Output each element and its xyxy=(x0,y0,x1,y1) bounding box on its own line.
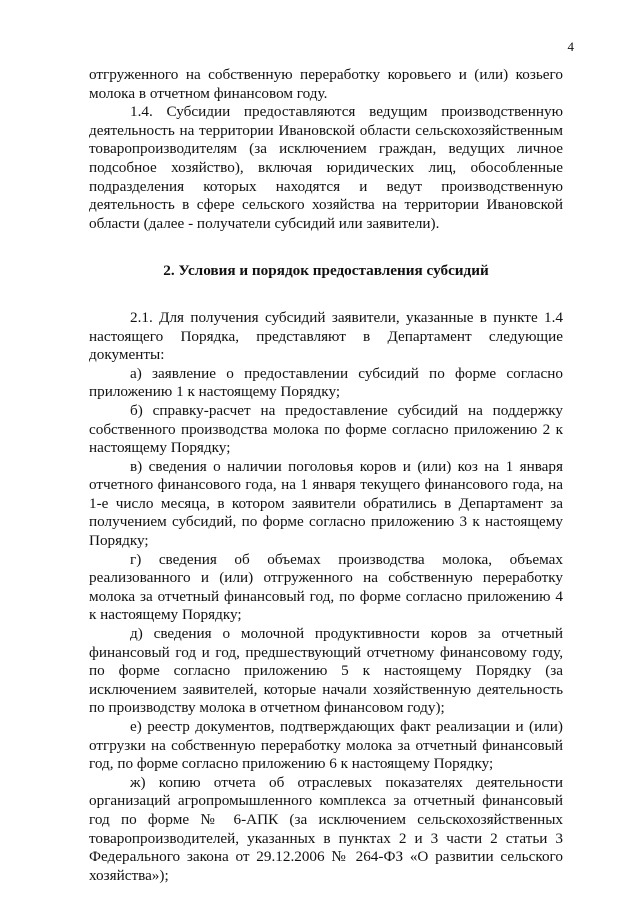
paragraph-2-1: 2.1. Для получения субсидий заявители, указанные в пункте 1.4 настоящего Порядка, представляют в Департамент следующие документы: xyxy=(89,308,563,364)
list-item-b: б) справку-расчет на предоставление субсидий на поддержку собственного производства молока по форме согласно приложению 2 к настоящему Порядку; xyxy=(89,401,563,457)
paragraph-1-4: 1.4. Субсидии предоставляются ведущим производственную деятельность на территории Ивановской области сельскохозяйственным товаропроизводителям (за исключением граждан, ведущих личное подсобное хозяйство), включая юридических лиц, обособленные подразделения которых находятся и ведут производственную деятельность в сфере сельского хозяйства на территории Ивановской области (далее - получатели субсидий или заявители). xyxy=(89,103,563,232)
document-body xyxy=(89,66,563,885)
section-heading: 2. Условия и порядок предоставления субсидий xyxy=(163,262,489,280)
list-item-d: д) сведения о молочной продуктивности коров за отчетный финансовый год и год, предшествующий отчетному финансовому году, по форме согласно приложению 5 к настоящему Порядку (за исключением заявителей, которые начали хозяйственную деятельность по производству молока в отчетном финансовом году); xyxy=(89,625,563,717)
list-item-g: г) сведения об объемах производства молока, объемах реализованного и (или) отгруженного на собственную переработку молока за отчетный финансовый год, по форме согласно приложению 4 к настоящему Порядку; xyxy=(89,550,563,624)
page-number: 4 xyxy=(567,39,574,54)
list-item-zh: ж) копию отчета об отраслевых показателях деятельности организаций агропромышленного комплекса за отчетный финансовый год по форме № 6-АПК (за исключением сельскохозяйственных товаропроизводителей, указанных в пунктах 2 и 3 части 2 статьи 3 Федерального закона от 29.12.2006 № 264-ФЗ «О развитии сельского хозяйства»); xyxy=(89,773,563,884)
list-item-v: в) сведения о наличии поголовья коров и (или) коз на 1 января отчетного финансового года, на 1 января текущего финансового года, на 1-е число месяца, в котором заявители обратились в Департамент за получением субсидий, по форме согласно приложению 3 к настоящему Порядку; xyxy=(89,457,563,550)
list-item-e: е) реестр документов, подтверждающих факт реализации и (или) отгрузки на собственную переработку молока за отчетный финансовый год, по форме согласно приложению 6 к настоящему Порядку; xyxy=(89,718,563,773)
list-item-a: а) заявление о предоставлении субсидий по форме согласно приложению 1 к настоящему Порядку; xyxy=(89,364,563,401)
paragraph-continuation: отгруженного на собственную переработку коровьего и (или) козьего молока в отчетном финансовом году. xyxy=(89,66,563,102)
